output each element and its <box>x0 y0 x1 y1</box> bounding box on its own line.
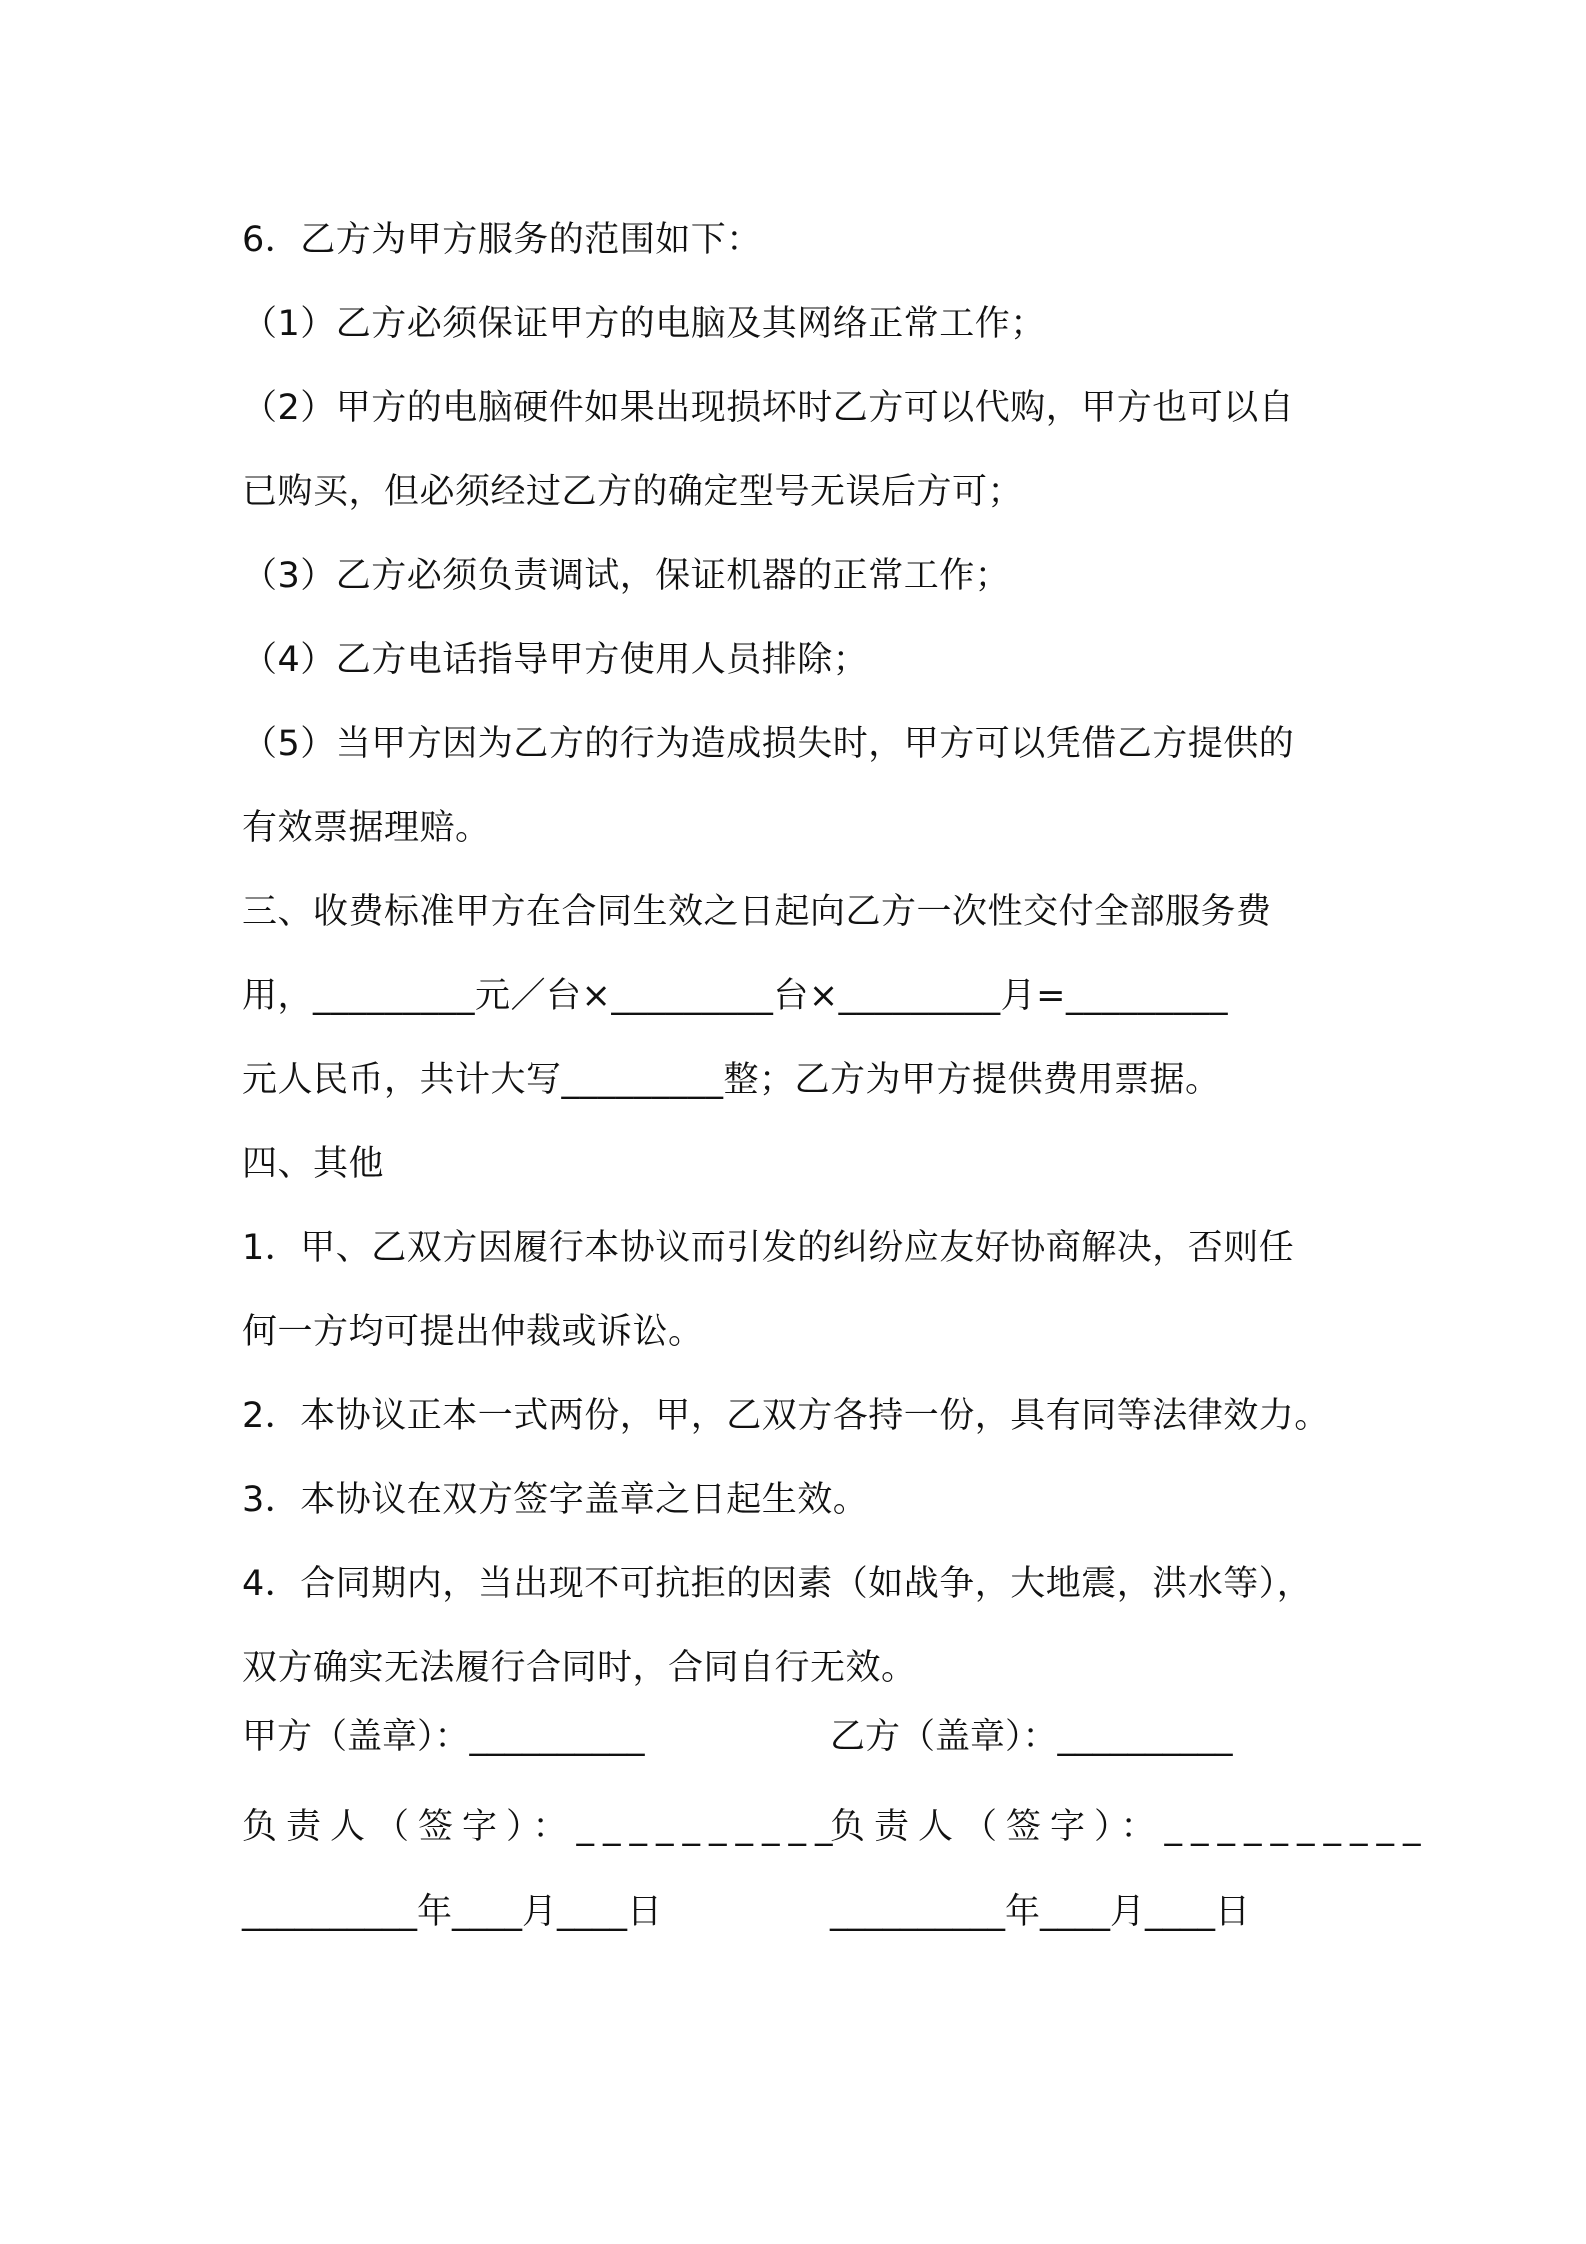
party-b-seal-line: 乙方（盖章）：__________ <box>830 1717 1233 1757</box>
section-4-item-2: 2．本协议正本一式两份，甲，乙双方各持一份，具有同等法律效力。 <box>242 1396 1330 1436</box>
party-b-date-line: __________年____月____日 <box>830 1892 1251 1932</box>
signer-row <box>242 1782 1430 1872</box>
clause-6-item-3: （3）乙方必须负责调试，保证机器的正常工作； <box>242 556 1011 596</box>
party-a-signer-line: 负责人（签字）：__________ <box>242 1807 842 1847</box>
section-4-item-1: 1．甲、乙双方因履行本协议而引发的纠纷应友好协商解决，否则任 <box>242 1228 1295 1268</box>
clause-6-item-4: （4）乙方电话指导甲方使用人员排除； <box>242 640 869 680</box>
clause-6-item-5-cont: 有效票据理赔。 <box>242 808 491 848</box>
section-4-item-1-cont: 何一方均可提出仲裁或诉讼。 <box>242 1312 704 1352</box>
section-3-fees-total: 元人民币，共计大写_________整；乙方为甲方提供费用票据。 <box>242 1060 1221 1100</box>
clause-6-item-2-cont: 已购买，但必须经过乙方的确定型号无误后方可； <box>242 472 1024 512</box>
signature-block <box>242 1692 1430 1952</box>
clause-6-item-5: （5）当甲方因为乙方的行为造成损失时，甲方可以凭借乙方提供的 <box>242 724 1295 764</box>
section-4-item-3: 3．本协议在双方签字盖章之日起生效。 <box>242 1480 869 1520</box>
clause-6-item-2: （2）甲方的电脑硬件如果出现损坏时乙方可以代购，甲方也可以自 <box>242 388 1295 428</box>
section-4-heading: 四、其他 <box>242 1144 385 1184</box>
party-b-signer-line: 负责人（签字）：__________ <box>830 1807 1430 1847</box>
section-4-item-4: 4．合同期内，当出现不可抗拒的因素（如战争，大地震，洪水等）， <box>242 1564 1313 1604</box>
section-3-fees: 三、收费标准甲方在合同生效之日起向乙方一次性交付全部服务费 <box>242 892 1272 932</box>
seal-row <box>242 1692 1382 1782</box>
date-row <box>242 1872 1382 1952</box>
party-a-date-line: __________年____月____日 <box>242 1892 663 1932</box>
clause-6-heading: 6．乙方为甲方服务的范围如下： <box>242 220 762 260</box>
contract-body <box>242 198 1372 1710</box>
section-4-item-4-cont: 双方确实无法履行合同时，合同自行无效。 <box>242 1648 917 1688</box>
section-3-fees-formula: 用，_________元／台×_________台×_________月=_________ <box>242 976 1228 1016</box>
party-a-seal-line: 甲方（盖章）：__________ <box>242 1717 645 1757</box>
clause-6-item-1: （1）乙方必须保证甲方的电脑及其网络正常工作； <box>242 304 1046 344</box>
